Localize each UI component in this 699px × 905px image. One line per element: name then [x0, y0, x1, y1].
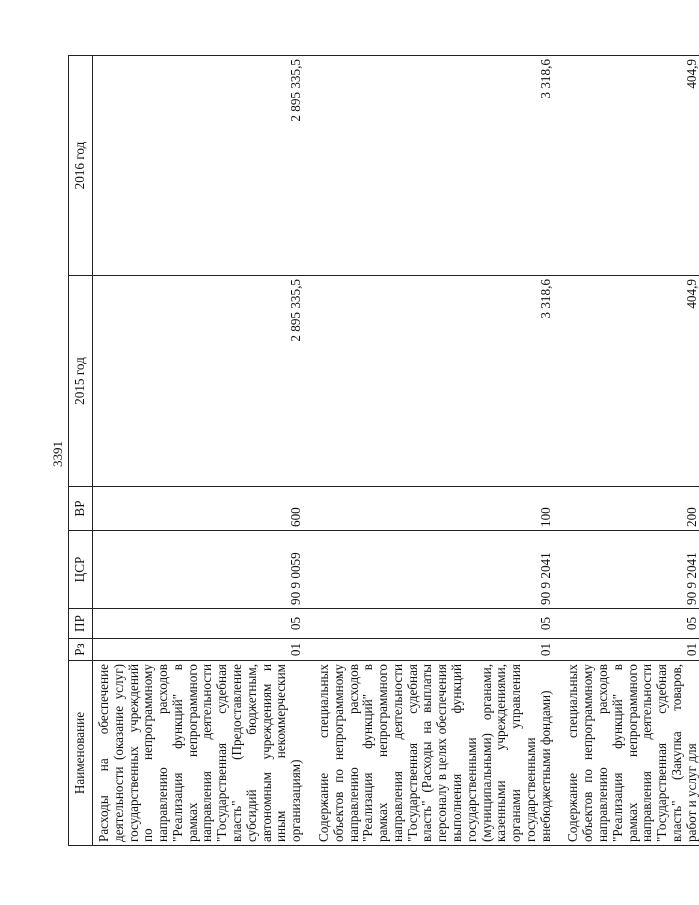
header-2015: 2015 год [69, 276, 93, 487]
row-pr: 05 [562, 609, 699, 639]
row-csr: 90 9 2041 [562, 531, 699, 609]
table-header-row [69, 56, 93, 846]
row-csr: 90 9 2041 [313, 531, 563, 609]
row-rz: 01 [313, 639, 563, 661]
row-2016: 404,9 [562, 56, 699, 276]
table-row [313, 56, 563, 846]
row-2016: 2 895 335,5 [93, 56, 313, 276]
row-2016: 3 318,6 [313, 56, 563, 276]
row-name: Содержание специальных объектов по непрограммному направлению расходов "Реализация функций" в рамках непрограммного направления деятельности "Государственная судебная власть" (Расходы на выплаты персоналу в целях обеспечения выполнения функций государственными (муниципальными) органами, казенными учреждениями, органами управления государственными внебюджетными фондами) [313, 661, 563, 846]
row-csr: 90 9 0059 [93, 531, 313, 609]
budget-table-sheet [68, 56, 699, 846]
row-vr: 600 [93, 487, 313, 531]
header-name: Наименование [69, 661, 93, 846]
row-pr: 05 [313, 609, 563, 639]
row-rz: 01 [93, 639, 313, 661]
budget-table [68, 55, 699, 846]
page-number: 3391 [50, 441, 65, 467]
table-row [562, 56, 699, 846]
header-rz: Рз [69, 639, 93, 661]
header-csr: ЦСР [69, 531, 93, 609]
header-vr: ВР [69, 487, 93, 531]
table-row [93, 56, 313, 846]
row-pr: 05 [93, 609, 313, 639]
row-2015: 2 895 335,5 [93, 276, 313, 487]
row-rz: 01 [562, 639, 699, 661]
row-vr: 100 [313, 487, 563, 531]
header-2016: 2016 год [69, 56, 93, 276]
row-name: Содержание специальных объектов по непрограммному направлению расходов "Реализация функций" в рамках непрограммного направления деятельности "Государственная судебная власть" (Закупка товаров, работ и услуг для [562, 661, 699, 846]
row-2015: 404,9 [562, 276, 699, 487]
row-vr: 200 [562, 487, 699, 531]
header-pr: ПР [69, 609, 93, 639]
row-name: Расходы на обеспечение деятельности (оказание услуг) государственных учреждений по непрограммному направлению расходов "Реализация функций" в рамках непрограммного направления деятельности "Государственная судебная власть" (Предоставление субсидий бюджетным, автономным учреждениям и иным некоммерческим организациям) [93, 661, 313, 846]
row-2015: 3 318,6 [313, 276, 563, 487]
